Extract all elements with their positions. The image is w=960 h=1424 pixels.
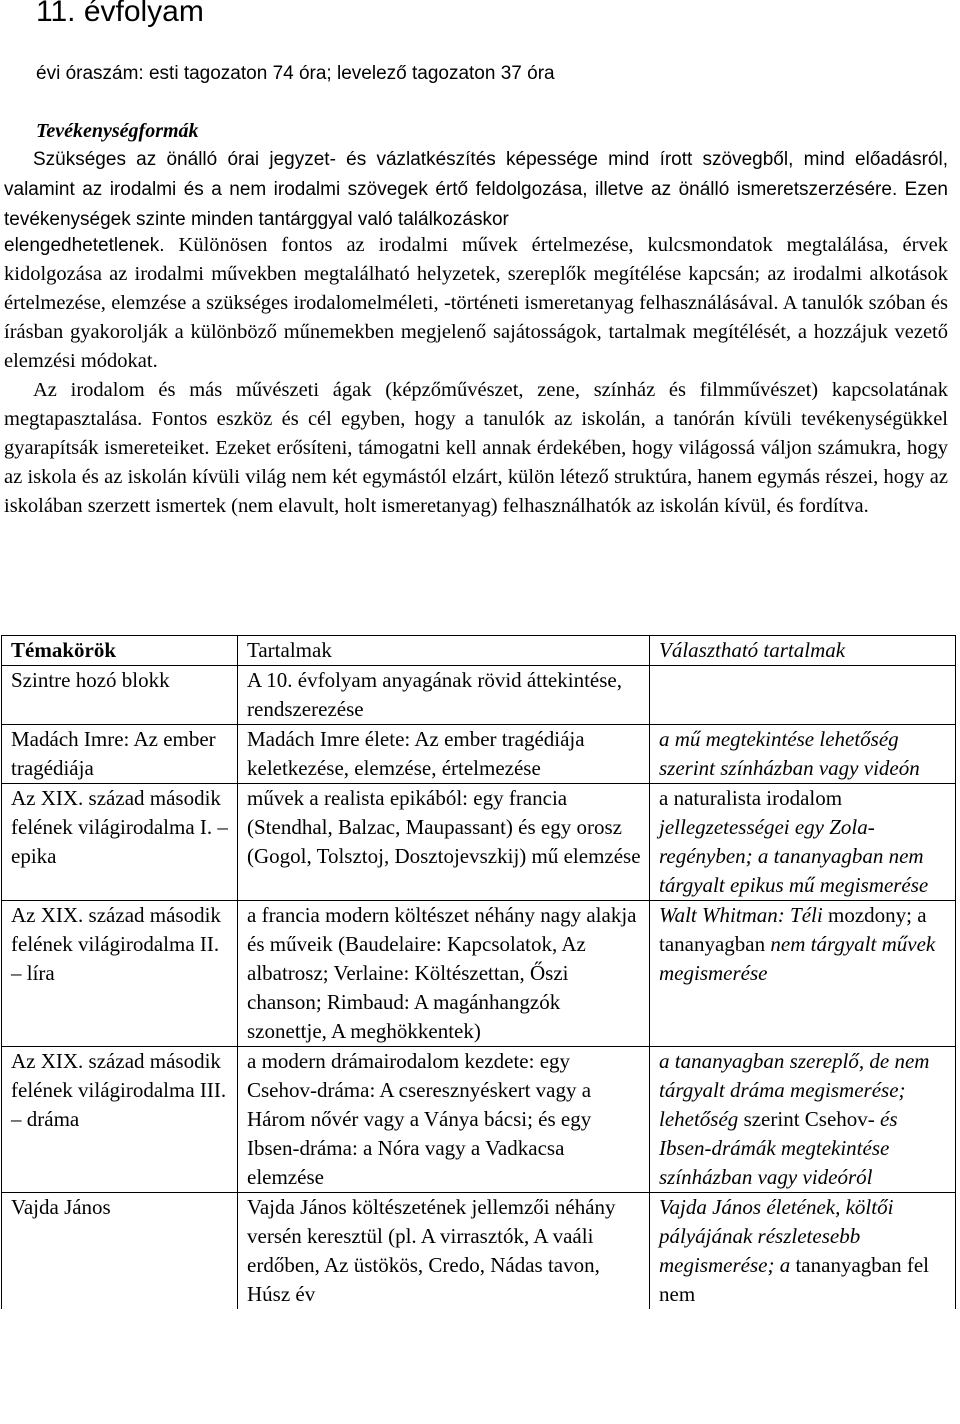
activities-paragraph-intro bbox=[4, 145, 948, 235]
topic-cell: Az XIX. század második felének világirodalma III. – dráma bbox=[2, 1047, 238, 1193]
optional-cell bbox=[650, 725, 956, 784]
activities-heading: Tevékenységformák bbox=[36, 120, 199, 142]
table-header-row bbox=[2, 636, 956, 666]
activities-paragraph-body bbox=[4, 231, 948, 521]
table-row bbox=[2, 901, 956, 1047]
activities-paragraph-rest: Különösen fontos az irodalmi művek értelmezése, kulcsmondatok megtalálása, érvek kidolgozása az irodalmi művekben megtalálható helyzetek, szereplők megítélése kapcsán; az irodalmi alkotások értelmezése, elemzése a szükséges irodalomelméleti, -történeti ismeretanyag felhasználásával. A tanulók szóban és írásban gyakorolják a különböző műnemekben megjelenő sajátosságok, tartalmak megítélését, a hozzájuk vezető elemzési módokat. bbox=[4, 234, 948, 372]
header-topics: Témakörök bbox=[2, 636, 238, 666]
content-cell: a francia modern költészet néhány nagy alakja és műveik (Baudelaire: Kapcsolatok, Az albatrosz; Verlaine: Költészettan, Őszi chanson; Rimbaud: A magánhangzók szonettje, A meghökkentek) bbox=[238, 901, 650, 1047]
table-row bbox=[2, 1193, 956, 1310]
topic-cell: Az XIX. század második felének világirodalma I. – epika bbox=[2, 784, 238, 901]
activities-paragraph-arts: Az irodalom és más művészeti ágak (képzőművészet, zene, színház és filmművészet) kapcsolatának megtapasztalása. Fontos eszköz és cél egyben, hogy a tanulók az iskolán, a tanórán kívüli tevékenységükkel gyarapítsák ismereteiket. Ezeket erősíteni, támogatni kell annak érdekében, hogy világossá váljon számukra, hogy az iskola és az iskolán kívüli világ nem két egymástól elzárt, külön létező struktúra, hanem egymás részei, hogy az iskolában szerzett ismertek (nem elavult, holt ismeretanyag) felhasználhatók az iskolán kívül, és fordítva. bbox=[4, 379, 948, 517]
optional-text-italic: a tananyagban szereplő, de nem tárgyalt dráma megismerése; lehetőség bbox=[659, 1049, 930, 1131]
header-optional-contents: Választható tartalmak bbox=[650, 636, 956, 666]
table-row bbox=[2, 1047, 956, 1193]
optional-text-italic: a mű megtekintése lehetőség szerint színházban vagy videón bbox=[659, 727, 920, 780]
optional-cell bbox=[650, 901, 956, 1047]
header-contents: Tartalmak bbox=[238, 636, 650, 666]
optional-cell bbox=[650, 666, 956, 725]
content-cell: Vajda János költészetének jellemzői néhány versén keresztül (pl. A virrasztók, A vaáli erdőben, Az üstökös, Credo, Nádas tavon, Húsz év bbox=[238, 1193, 650, 1310]
activities-paragraph-lead: elengedhetetlenek. bbox=[4, 235, 165, 256]
content-cell: A 10. évfolyam anyagának rövid áttekintése, rendszerezése bbox=[238, 666, 650, 725]
optional-text-italic: Walt Whitman: Téli bbox=[659, 903, 828, 927]
page-title: 11. évfolyam bbox=[36, 0, 204, 28]
optional-cell bbox=[650, 784, 956, 901]
content-cell: művek a realista epikából: egy francia (Stendhal, Balzac, Maupassant) és egy orosz (Gogol, Tolsztoj, Dosztojevszkij) mű elemzése bbox=[238, 784, 650, 901]
optional-text-italic: és Ibsen-drámák megtekintése színházban vagy videóról bbox=[659, 1107, 898, 1189]
optional-cell bbox=[650, 1193, 956, 1310]
annual-hours: évi óraszám: esti tagozaton 74 óra; levelező tagozaton 37 óra bbox=[36, 63, 555, 84]
table-row bbox=[2, 725, 956, 784]
activities-paragraph-intro-text: Szükséges az önálló órai jegyzet- és vázlatkészítés képessége mind írott szövegből, mind előadásról, valamint az irodalmi és a nem irodalmi szövegek értő feldolgozása, illetve az önálló ismeretszerzésére. Ezen tevékenységek szinte minden tantárggyal való találkozáskor bbox=[4, 149, 948, 230]
table-row bbox=[2, 666, 956, 725]
optional-text-italic: jellegzetességei egy Zola-regényben; a tananyagban nem tárgyalt epikus mű megismerése bbox=[659, 815, 929, 897]
optional-text-italic: Vajda János életének, költői pályájának részletesebb megismerése; a bbox=[659, 1195, 894, 1277]
content-cell: a modern drámairodalom kezdete: egy Csehov-dráma: A cseresznyéskert vagy a Három nővér vagy a Ványa bácsi; és egy Ibsen-dráma: a Nóra vagy a Vadkacsa elemzése bbox=[238, 1047, 650, 1193]
content-cell: Madách Imre élete: Az ember tragédiája keletkezése, elemzése, értelmezése bbox=[238, 725, 650, 784]
optional-text-normal: mozdony; a tananyagban bbox=[659, 903, 927, 956]
table-row bbox=[2, 784, 956, 901]
topic-cell: Madách Imre: Az ember tragédiája bbox=[2, 725, 238, 784]
topic-cell: Az XIX. század második felének világirodalma II. – líra bbox=[2, 901, 238, 1047]
optional-text-italic: nem tárgyalt művek megismerése bbox=[659, 932, 936, 985]
optional-cell bbox=[650, 1047, 956, 1193]
optional-text-normal: tananyagban fel nem bbox=[659, 1253, 929, 1306]
optional-text-normal: a naturalista irodalom bbox=[659, 786, 843, 810]
topics-table bbox=[1, 635, 956, 1309]
optional-text-normal: szerint Csehov- bbox=[743, 1107, 881, 1131]
topic-cell: Szintre hozó blokk bbox=[2, 666, 238, 725]
topic-cell: Vajda János bbox=[2, 1193, 238, 1310]
